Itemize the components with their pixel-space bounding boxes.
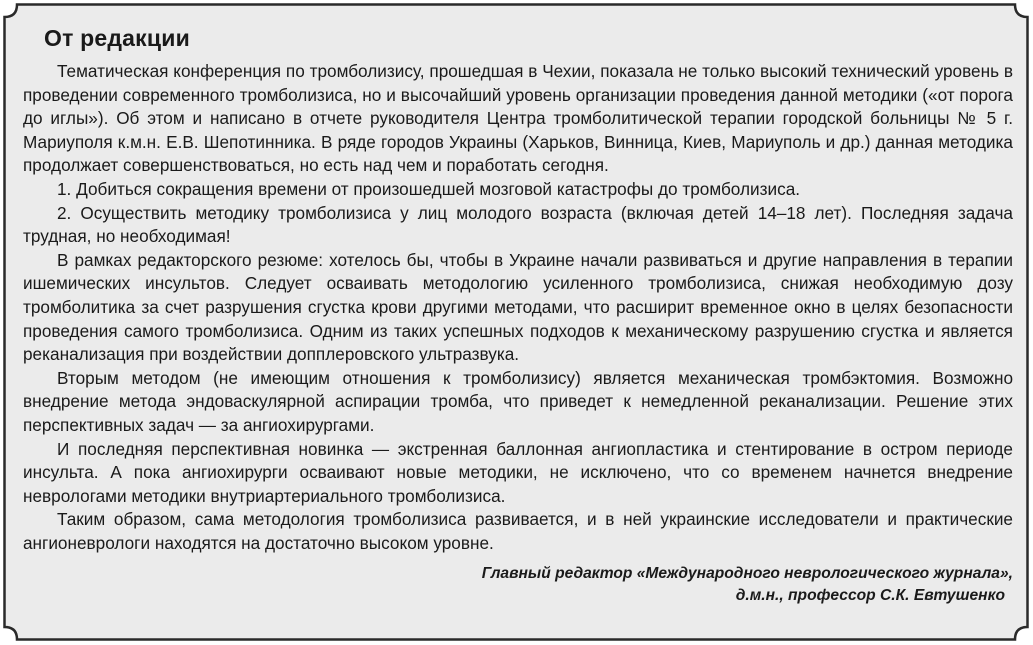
editorial-content [23,25,1013,607]
paragraph-last-novelty: И последняя перспективная новинка — экстренная баллонная ангиопластика и стентирование в остром периоде инсульта. А пока ангиохирурги осваивают новые методики, не исключено, что со временем начнется внедрение неврологами методики внутриартериального тромболизиса. [23,438,1013,506]
editorial-title: От редакции [44,25,190,51]
paragraph-item-2: 2. Осуществить методику тромболизиса у лиц молодого возраста (включая детей 14–18 лет). Последняя задача трудная, но необходимая! [23,202,1013,247]
paragraph-item-1: 1. Добиться сокращения времени от произошедшей мозговой катастрофы до тромболизиса. [57,178,801,199]
paragraph-conclusion: Таким образом, сама методология тромболизиса развивается, и в ней украинские исследователи и практические ангионеврологи находятся на достаточно высоком уровне. [23,509,1013,553]
editor-signature [23,563,1013,607]
paragraph-intro: Тематическая конференция по тромболизису, прошедшая в Чехии, показала не только высокий технический уровень в проведении современного тромболизиса, но и высочайший уровень организации проведения данной методики («от порога до иглы»). Об этом и написано в отчете руководителя Центра тромболитической терапии городской больницы № 5 г. Мариуполя к.м.н. Е.В. Шепотинника. В ряде городов Украины (Харьков, Винница, Киев, Мариуполь и др.) данная методика продолжает совершенствоваться, но есть над чем и поработать сегодня. [23,61,1013,176]
paragraph-second-method: Вторым методом (не имеющим отношения к тромболизису) является механическая тромбэктомия. Возможно внедрение метода эндоваскулярной аспирации тромба, что приведет к немедленной реканализации. Решение этих перспективных задач — за ангиохирургами. [23,367,1013,435]
paragraph-resume: В рамках редакторского резюме: хотелось бы, чтобы в Украине начали развиваться и другие направления в терапии ишемических инсультов. Следует осваивать методологию усиленного тромболизиса, снижая необходимую дозу тромболитика за счет разрушения сгустка крови другими методами, что расширит временное окно в целях безопасности проведения самого тромболизиса. Одним из таких успешных подходов к механическому разрушению сгустка и является реканализация при воздействии допплеровского ультразвука. [23,249,1013,365]
editorial-box [3,3,1029,641]
signature-position: Главный редактор «Международного неврологического журнала», [481,565,1013,583]
signature-name: д.м.н., профессор С.К. Евтушенко [735,587,1005,605]
